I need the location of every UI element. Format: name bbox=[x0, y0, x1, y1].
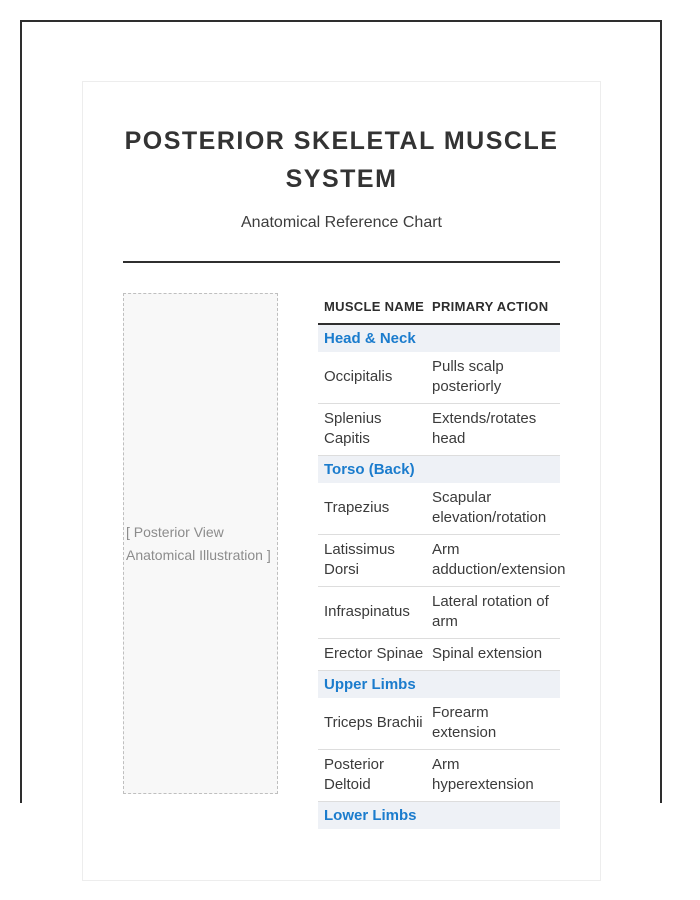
muscle-name-cell: Occipitalis bbox=[318, 352, 432, 404]
page-title: POSTERIOR SKELETAL MUSCLE SYSTEM bbox=[124, 127, 559, 193]
table-row bbox=[318, 483, 560, 535]
section-label: Lower Limbs bbox=[318, 802, 560, 830]
muscle-name-cell: Trapezius bbox=[318, 483, 432, 535]
section-row-upper-limbs bbox=[318, 671, 560, 699]
table-row bbox=[318, 639, 560, 671]
muscle-name-cell: Splenius Capitis bbox=[318, 404, 432, 456]
page-border-frame bbox=[20, 20, 662, 824]
muscle-table bbox=[318, 293, 566, 829]
section-row-lower-limbs bbox=[318, 802, 560, 830]
table-row bbox=[318, 750, 560, 802]
muscle-name-cell: Triceps Brachii bbox=[318, 698, 432, 750]
section-label: Head & Neck bbox=[318, 324, 560, 352]
primary-action-cell: Extends/rotates head bbox=[432, 404, 560, 456]
document-card bbox=[82, 81, 601, 881]
muscle-name-cell: Posterior Deltoid bbox=[318, 750, 432, 802]
primary-action-cell: Arm adduction/extension bbox=[432, 535, 560, 587]
primary-action-cell: Forearm extension bbox=[432, 698, 560, 750]
muscle-name-cell: Erector Spinae bbox=[318, 639, 432, 671]
muscle-name-cell: Latissimus Dorsi bbox=[318, 535, 432, 587]
table-header-row bbox=[318, 293, 560, 324]
primary-action-cell: Pulls scalp posteriorly bbox=[432, 352, 560, 404]
column-header-primary-action: PRIMARY ACTION bbox=[432, 293, 560, 324]
section-row-torso-back bbox=[318, 456, 560, 484]
primary-action-cell: Lateral rotation of arm bbox=[432, 587, 560, 639]
table-row bbox=[318, 698, 560, 750]
illustration-placeholder bbox=[123, 293, 278, 794]
page-subtitle: Anatomical Reference Chart bbox=[241, 214, 442, 231]
primary-action-cell: Arm hyperextension bbox=[432, 750, 560, 802]
section-label: Torso (Back) bbox=[318, 456, 560, 484]
muscle-name-cell: Infraspinatus bbox=[318, 587, 432, 639]
table-row bbox=[318, 404, 560, 456]
primary-action-cell: Spinal extension bbox=[432, 639, 560, 671]
column-header-muscle-name: MUSCLE NAME bbox=[318, 293, 432, 324]
illustration-placeholder-label: [ Posterior View Anatomical Illustration ] bbox=[126, 523, 271, 563]
section-label: Upper Limbs bbox=[318, 671, 560, 699]
table-row bbox=[318, 535, 560, 587]
table-row bbox=[318, 352, 560, 404]
content-area bbox=[123, 293, 566, 829]
section-row-head-neck bbox=[318, 324, 560, 352]
title-divider bbox=[123, 261, 560, 263]
table-row bbox=[318, 587, 560, 639]
primary-action-cell: Scapular elevation/rotation bbox=[432, 483, 560, 535]
